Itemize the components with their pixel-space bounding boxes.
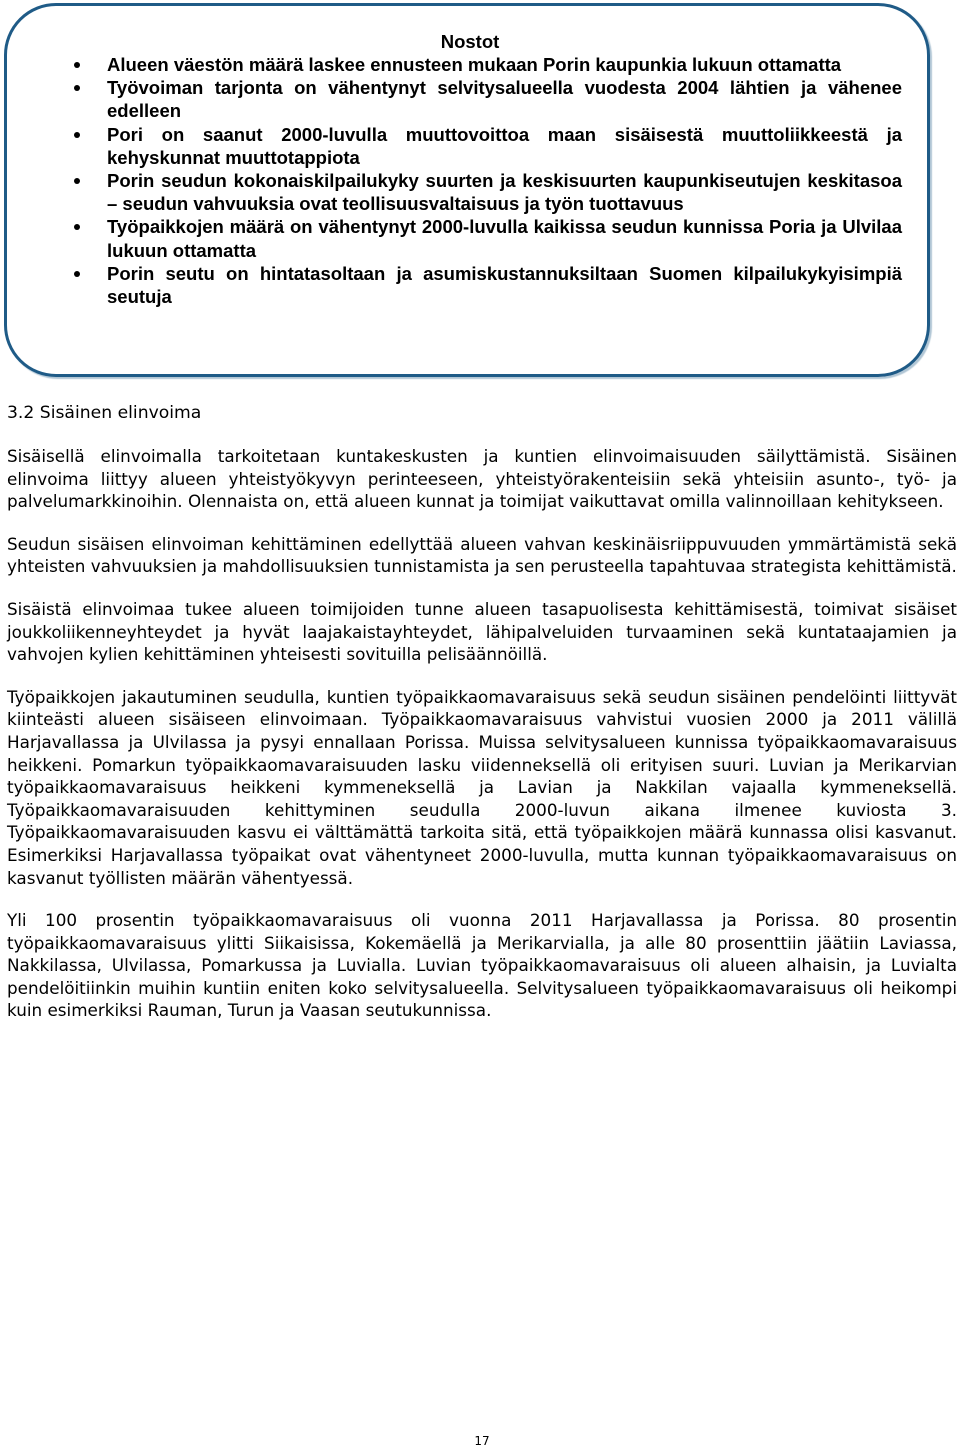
bullet-icon [74, 271, 80, 277]
bullet-icon [74, 62, 80, 68]
paragraph: Sisäistä elinvoimaa tukee alueen toimijoiden tunne alueen tasapuolisesta kehittämisestä, toimivat sisäiset joukkoliikenneyhteydet ja hyvät laajakaistayhteydet, lähipalveluiden turvaaminen sekä kuntataajamien ja vahvojen kylien kehittäminen yhteisesti sovituilla pelisäännöillä. [7, 598, 957, 665]
section-heading: 3.2 Sisäinen elinvoima [7, 403, 202, 423]
highlight-item: Alueen väestön määrä laskee ennusteen mukaan Porin kaupunkia lukuun ottamatta [107, 53, 902, 76]
highlight-item: Porin seutu on hintatasoltaan ja asumiskustannuksiltaan Suomen kilpailukykyisimpiä seutuja [107, 262, 902, 308]
paragraph: Työpaikkojen jakautuminen seudulla, kuntien työpaikkaomavaraisuus sekä seudun sisäinen pendelöinti liittyvät kiinteästi alueen sisäiseen elinvoimaan. Työpaikkaomavaraisuus vahvistui vuosien 2000 ja 2011 välillä Harjavallassa ja Ulvilassa ja pysyi ennallaan Porissa. Muissa selvitysalueen kunnissa työpaikkaomavaraisuus heikkeni. Pomarkun työpaikkaomavaraisuuden lasku viidenneksellä oli erityisen suuri. Luvian ja Merikarvian työpaikkaomavaraisuus heikkeni kymmeneksellä ja Lavian ja Nakkilan vajaalla kymmeneksellä. Työpaikkaomavaraisuuden kehittyminen seudulla 2000-luvun aikana ilmenee kuviosta 3. Työpaikkaomavaraisuuden kasvu ei välttämättä tarkoita sitä, että työpaikkojen määrä kunnassa olisi kasvanut. Esimerkiksi Harjavallassa työpaikat ovat vähentyneet 2000-luvulla, mutta kunnan työpaikkaomavaraisuus on kasvanut työllisten määrän vähentyessä. [7, 686, 957, 888]
paragraph: Yli 100 prosentin työpaikkaomavaraisuus oli vuonna 2011 Harjavallassa ja Porissa. 80 prosentin työpaikkaomavaraisuus ylitti Siikaisissa, Kokemäellä ja Merikarvialla, ja alle 80 prosenttiin jäätiin Laviassa, Nakkilassa, Ulvilassa, Pomarkussa ja Luvialla. Luvian työpaikkaomavaraisuus oli alueen alhaisin, ja Luvialta pendelöitiinkin muihin kuntiin eniten koko selvitysalueella. Selvitysalueen työpaikkaomavaraisuus oli heikompi kuin esimerkiksi Rauman, Turun ja Vaasan seutukunnissa. [7, 910, 957, 1021]
bullet-icon [74, 132, 80, 138]
paragraph: Sisäisellä elinvoimalla tarkoitetaan kuntakeskusten ja kuntien elinvoimaisuuden säilyttämistä. Sisäinen elinvoima liittyy alueen yhteistyökyvyn perinteeseen, yhteistyörakenteisiin sekä yhteisiin asunto-, työ- ja palvelumarkkinoihin. Olennaista on, että alueen kunnat ja toimijat vaikuttavat omilla valinnoillaan kehitykseen. [7, 446, 957, 512]
highlight-item: Pori on saanut 2000-luvulla muuttovoittoa maan sisäisestä muuttoliikkeestä ja kehyskunnat muuttotappiota [107, 123, 902, 169]
paragraph: Seudun sisäisen elinvoiman kehittäminen edellyttää alueen vahvan keskinäisriippuvuuden ymmärtämistä sekä yhteisten vahvuuksien ja mahdollisuuksien tunnistamista ja sen perusteella tapahtuvaa strategista kehittämistä. [7, 533, 957, 577]
highlight-item: Työvoiman tarjonta on vähentynyt selvitysalueella vuodesta 2004 lähtien ja vähenee edelleen [107, 76, 902, 122]
highlights-list [107, 53, 902, 308]
highlights-title: Nostot [440, 31, 500, 52]
highlight-item: Porin seudun kokonaiskilpailukyky suurten ja keskisuurten kaupunkiseutujen keskitasoa – seudun vahvuuksia ovat teollisuusvaltaisuus ja työn tuottavuus [107, 169, 902, 215]
bullet-icon [74, 178, 80, 184]
highlight-item: Työpaikkojen määrä on vähentynyt 2000-luvulla kaikissa seudun kunnissa Poria ja Ulvilaa lukuun ottamatta [107, 215, 902, 261]
page-number: 17 [474, 1434, 490, 1448]
section-content [7, 401, 957, 1042]
